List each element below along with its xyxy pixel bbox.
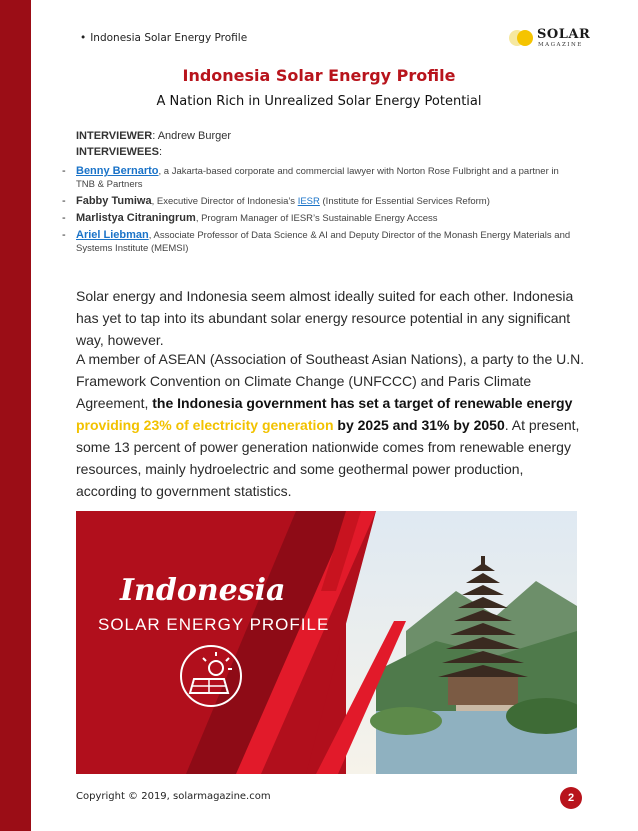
- paragraph-targets: A member of ASEAN (Association of Southeast Asian Nations), a party to the U.N. Framework Convention on Climate Change (UNFCCC) and Paris Climate Agreement, the Indonesia government has set a target of renewable energy providing 23% of electricity generation by 2025 and 31% by 2050. At present, some 13 percent of power generation nationwide comes from renewable energy resources, mainly hydroelectric and some geothermal power production, according to government statistics.: [76, 351, 585, 499]
- footer-copyright: Copyright © 2019, solarmagazine.com: [76, 791, 271, 802]
- banner-title: Indonesia: [120, 573, 286, 608]
- document-subtitle: A Nation Rich in Unrealized Solar Energy Potential: [156, 94, 482, 109]
- logo-circle-yellow: [517, 30, 533, 46]
- target-bold: the Indonesia government has set a target of renewable energy: [152, 395, 573, 411]
- person-name-fabby: Fabby Tumiwa: [76, 195, 152, 207]
- page-number-badge: 2: [560, 787, 582, 809]
- list-item: - Benny Bernarto, a Jakarta-based corporate and commercial lawyer with Norton Rose Fulbright and a partner in TNB & Partners: [62, 165, 559, 190]
- person-link-benny[interactable]: Benny Bernarto: [76, 165, 159, 177]
- logo-sub: MAGAZINE: [538, 42, 583, 48]
- running-header: [80, 32, 247, 44]
- list-item: - Ariel Liebman, Associate Professor of Data Science & AI and Deputy Director of the Monash Energy Materials and Systems Institute (MEMSI): [62, 229, 571, 254]
- interviewer-line: [76, 130, 231, 142]
- document-title: Indonesia Solar Energy Profile: [182, 66, 456, 85]
- interviewer-label: INTERVIEWER: [76, 130, 153, 142]
- person-desc: (Institute for Essential Services Reform): [319, 196, 490, 207]
- person-desc: , Associate Professor of Data Science & AI and Deputy Director of the Monash Energy Materials and Systems Institute (MEMSI): [76, 230, 571, 254]
- person-desc: , Program Manager of IESR’s Sustainable Energy Access: [195, 213, 438, 224]
- generation-highlight-link[interactable]: providing 23% of electricity generation: [76, 417, 334, 433]
- person-link-ariel[interactable]: Ariel Liebman: [76, 229, 149, 241]
- list-item: - Marlistya Citraningrum, Program Manager of IESR’s Sustainable Energy Access: [62, 212, 438, 224]
- person-name-marlistya: Marlistya Citraningrum: [76, 212, 196, 224]
- solar-magazine-logo[interactable]: [509, 26, 589, 52]
- person-desc: , a Jakarta-based corporate and commercial lawyer with Norton Rose Fulbright and a partner in TNB & Partners: [76, 166, 559, 190]
- logo-word: SOLAR: [537, 27, 591, 42]
- interviewees-list: [62, 165, 572, 259]
- running-header-title: Indonesia Solar Energy Profile: [90, 32, 248, 44]
- interviewees-colon: :: [158, 146, 162, 158]
- profile-banner-image: [76, 511, 577, 774]
- bullet-icon: •: [80, 32, 87, 44]
- paragraph-intro: Solar energy and Indonesia seem almost ideally suited for each other. Indonesia has yet to tap into its abundant solar energy resource potential in any significant way, however.: [76, 288, 574, 348]
- banner-graphic: [76, 511, 577, 774]
- interviewer-name: : Andrew Burger: [152, 130, 232, 142]
- person-desc: , Executive Director of Indonesia’s: [151, 196, 298, 207]
- interviewees-label: INTERVIEWEES: [76, 146, 159, 158]
- banner-subtitle: SOLAR ENERGY PROFILE: [98, 615, 330, 634]
- list-item: - Fabby Tumiwa, Executive Director of Indonesia’s IESR (Institute for Essential Services Reform): [62, 195, 490, 207]
- left-accent-bar: [0, 0, 31, 831]
- iesr-link[interactable]: IESR: [297, 196, 320, 207]
- interviewees-line: [76, 146, 162, 158]
